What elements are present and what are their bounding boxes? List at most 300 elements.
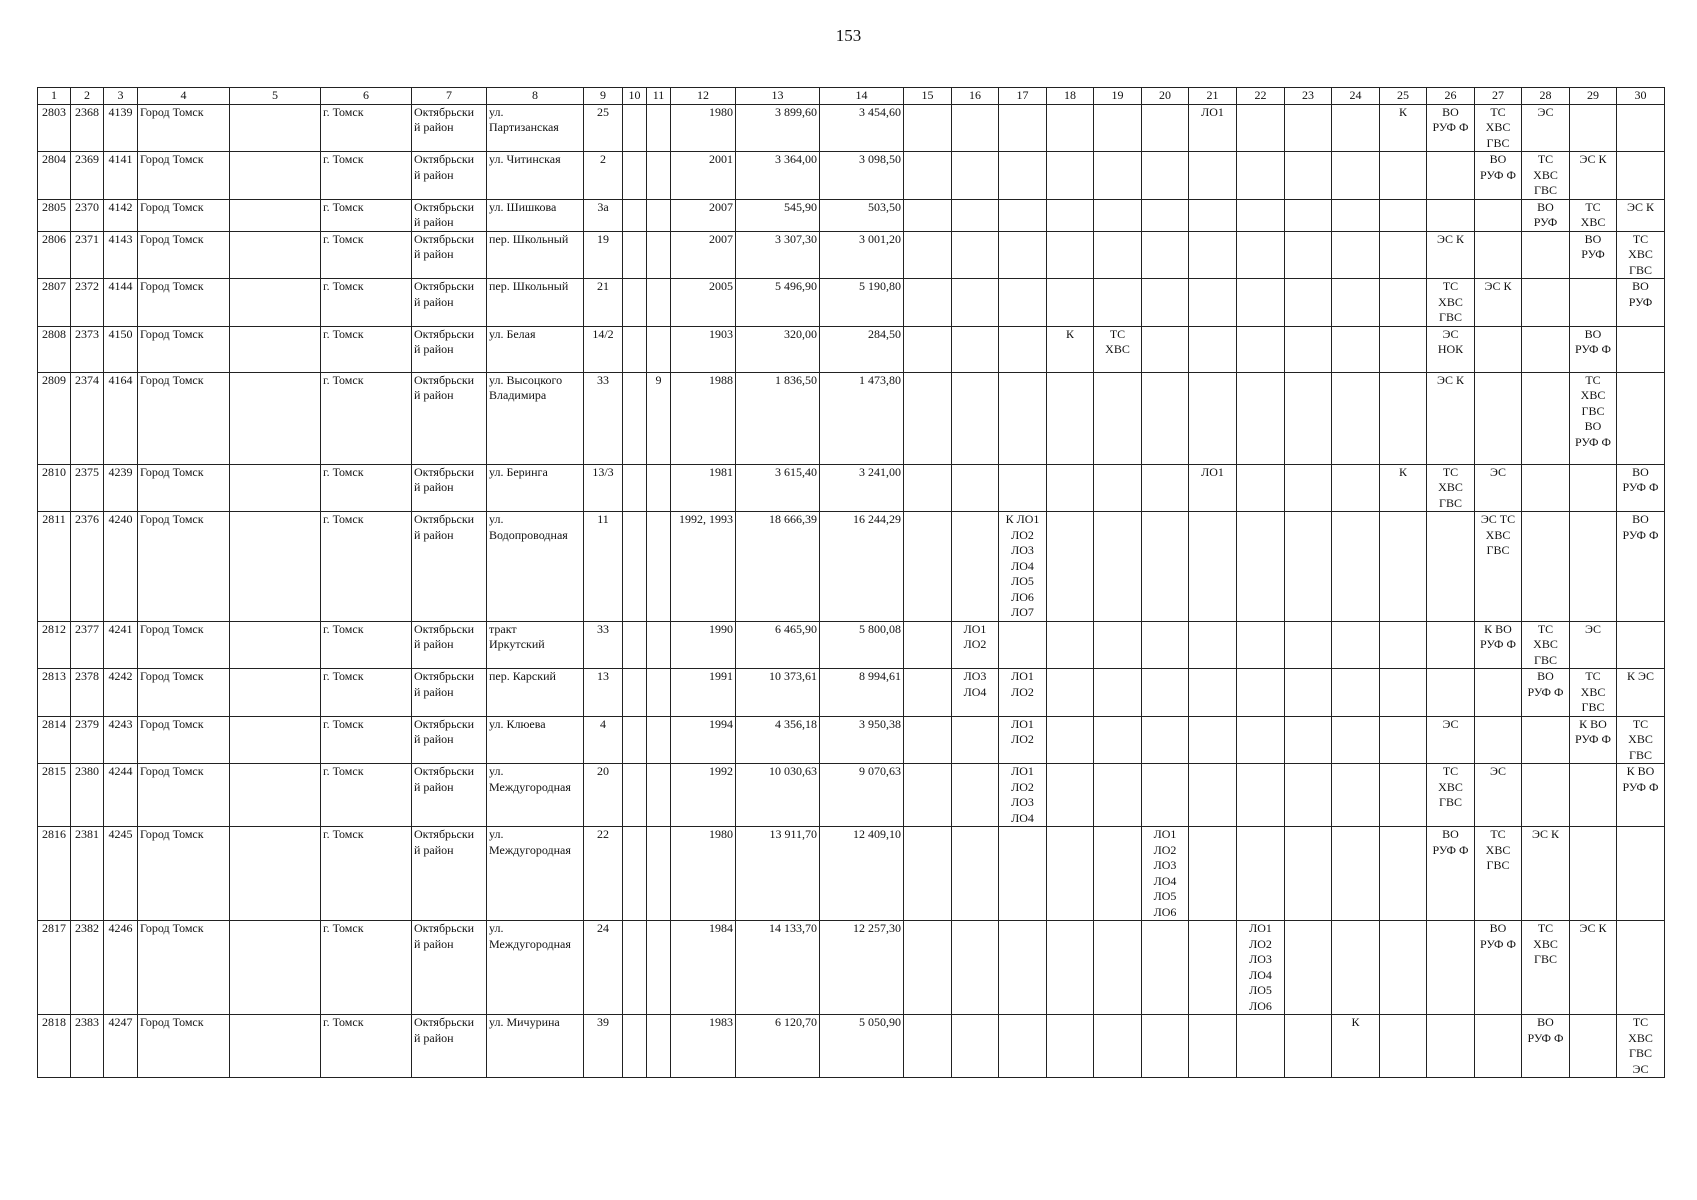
table-cell-col-27: ЭС ТС ХВС ГВС [1475,512,1522,622]
table-cell-col-13: 1 836,50 [736,372,820,464]
table-body [38,104,1665,1078]
table-cell-col-5 [230,326,321,372]
column-number-header: 21 [1189,88,1237,105]
table-cell-col-10 [623,199,647,231]
table-cell-col-28 [1522,279,1570,327]
table-cell-col-3: 4143 [104,231,138,279]
table-cell-col-24 [1332,279,1380,327]
table-cell-col-26 [1427,669,1475,717]
table-cell-col-9: 2 [584,152,623,200]
table-cell-col-30 [1617,152,1665,200]
table-cell-col-15 [904,231,952,279]
table-cell-col-9: 13/3 [584,464,623,512]
table-cell-col-18 [1047,764,1094,827]
table-cell-col-6: г. Томск [321,827,412,921]
table-cell-col-17 [999,921,1047,1015]
table-cell-col-22 [1237,372,1285,464]
table-cell-col-14: 503,50 [820,199,904,231]
table-cell-col-23 [1285,152,1332,200]
table-cell-col-25 [1380,764,1427,827]
table-cell-col-2: 2375 [71,464,104,512]
table-cell-col-25 [1380,372,1427,464]
table-cell-col-20 [1142,199,1189,231]
table-cell-col-17: ЛО1 ЛО2 [999,669,1047,717]
column-number-header: 7 [412,88,487,105]
table-row [38,827,1665,921]
table-cell-col-24 [1332,764,1380,827]
table-cell-col-18 [1047,152,1094,200]
table-cell-col-16 [952,512,999,622]
table-cell-col-17 [999,279,1047,327]
table-cell-col-25 [1380,921,1427,1015]
table-cell-col-12: 1903 [671,326,736,372]
table-cell-col-21 [1189,764,1237,827]
column-number-header: 6 [321,88,412,105]
column-number-header: 8 [487,88,584,105]
table-cell-col-11 [647,921,671,1015]
table-cell-col-25 [1380,1015,1427,1078]
table-cell-col-26 [1427,1015,1475,1078]
table-cell-col-22 [1237,827,1285,921]
table-cell-col-19 [1094,716,1142,764]
table-cell-col-18 [1047,621,1094,669]
table-cell-col-14: 12 257,30 [820,921,904,1015]
table-cell-col-28 [1522,764,1570,827]
table-cell-col-18 [1047,921,1094,1015]
table-cell-col-28 [1522,716,1570,764]
table-cell-col-1: 2803 [38,104,71,152]
table-cell-col-24: К [1332,1015,1380,1078]
table-cell-col-7: Октябрьски й район [412,464,487,512]
table-cell-col-12: 2007 [671,231,736,279]
table-cell-col-30 [1617,827,1665,921]
column-number-row [38,88,1665,105]
table-cell-col-25 [1380,669,1427,717]
table-cell-col-29 [1570,764,1617,827]
table-cell-col-15 [904,764,952,827]
table-cell-col-8: ул. Беринга [487,464,584,512]
table-cell-col-30 [1617,372,1665,464]
column-number-header: 2 [71,88,104,105]
table-cell-col-8: ул. Шишкова [487,199,584,231]
table-cell-col-22 [1237,716,1285,764]
table-cell-col-5 [230,512,321,622]
column-number-header: 22 [1237,88,1285,105]
table-cell-col-16 [952,921,999,1015]
table-cell-col-25: К [1380,464,1427,512]
table-cell-col-28 [1522,372,1570,464]
table-cell-col-1: 2812 [38,621,71,669]
table-cell-col-11 [647,764,671,827]
table-cell-col-29 [1570,1015,1617,1078]
table-cell-col-19 [1094,1015,1142,1078]
table-cell-col-18 [1047,827,1094,921]
table-cell-col-21 [1189,921,1237,1015]
column-number-header: 16 [952,88,999,105]
table-cell-col-12: 1988 [671,372,736,464]
table-cell-col-18 [1047,279,1094,327]
column-number-header: 17 [999,88,1047,105]
table-cell-col-27: К ВО РУФ Ф [1475,621,1522,669]
table-cell-col-11 [647,512,671,622]
table-cell-col-8: ул. Междугородная [487,827,584,921]
table-cell-col-20 [1142,621,1189,669]
table-cell-col-14: 9 070,63 [820,764,904,827]
column-number-header: 15 [904,88,952,105]
table-cell-col-24 [1332,372,1380,464]
table-cell-col-13: 14 133,70 [736,921,820,1015]
table-cell-col-1: 2807 [38,279,71,327]
table-cell-col-24 [1332,104,1380,152]
table-cell-col-28: ТС ХВС ГВС [1522,621,1570,669]
table-cell-col-28 [1522,326,1570,372]
table-cell-col-24 [1332,827,1380,921]
table-cell-col-27 [1475,326,1522,372]
table-cell-col-16 [952,1015,999,1078]
table-cell-col-26 [1427,921,1475,1015]
table-row [38,231,1665,279]
table-cell-col-23 [1285,716,1332,764]
table-cell-col-29 [1570,827,1617,921]
table-cell-col-6: г. Томск [321,669,412,717]
table-cell-col-8: ул. Клюева [487,716,584,764]
table-cell-col-22 [1237,152,1285,200]
table-cell-col-16 [952,464,999,512]
table-cell-col-4: Город Томск [138,152,230,200]
table-cell-col-27 [1475,1015,1522,1078]
table-cell-col-19 [1094,279,1142,327]
table-cell-col-27: ТС ХВС ГВС [1475,104,1522,152]
table-cell-col-11 [647,199,671,231]
table-cell-col-28: ТС ХВС ГВС [1522,152,1570,200]
table-cell-col-24 [1332,199,1380,231]
table-cell-col-13: 6 120,70 [736,1015,820,1078]
table-cell-col-6: г. Томск [321,621,412,669]
table-cell-col-9: 22 [584,827,623,921]
table-cell-col-29 [1570,104,1617,152]
table-cell-col-7: Октябрьски й район [412,279,487,327]
table-cell-col-4: Город Томск [138,669,230,717]
table-cell-col-3: 4247 [104,1015,138,1078]
table-cell-col-17 [999,326,1047,372]
table-cell-col-5 [230,279,321,327]
table-cell-col-23 [1285,827,1332,921]
table-cell-col-23 [1285,104,1332,152]
column-number-header: 26 [1427,88,1475,105]
table-cell-col-13: 10 030,63 [736,764,820,827]
table-cell-col-27: ВО РУФ Ф [1475,921,1522,1015]
table-cell-col-17 [999,827,1047,921]
table-cell-col-8: ул. Партизанская [487,104,584,152]
table-cell-col-15 [904,716,952,764]
table-cell-col-18 [1047,231,1094,279]
table-cell-col-10 [623,512,647,622]
table-cell-col-23 [1285,326,1332,372]
table-cell-col-26: ЭС К [1427,231,1475,279]
table-cell-col-27: ВО РУФ Ф [1475,152,1522,200]
table-cell-col-11 [647,621,671,669]
table-cell-col-12: 1992, 1993 [671,512,736,622]
table-cell-col-22 [1237,764,1285,827]
column-number-header: 14 [820,88,904,105]
table-cell-col-11 [647,279,671,327]
table-cell-col-29: ТС ХВС ГВС [1570,669,1617,717]
table-cell-col-1: 2806 [38,231,71,279]
table-cell-col-19 [1094,764,1142,827]
table-cell-col-3: 4240 [104,512,138,622]
table-row [38,716,1665,764]
table-cell-col-26 [1427,512,1475,622]
table-cell-col-7: Октябрьски й район [412,199,487,231]
table-cell-col-2: 2380 [71,764,104,827]
table-cell-col-4: Город Томск [138,764,230,827]
table-cell-col-16 [952,827,999,921]
table-cell-col-7: Октябрьски й район [412,921,487,1015]
table-cell-col-15 [904,152,952,200]
table-cell-col-6: г. Томск [321,279,412,327]
table-cell-col-28: ВО РУФ [1522,199,1570,231]
table-cell-col-28 [1522,231,1570,279]
table-cell-col-25 [1380,199,1427,231]
table-cell-col-9: 3а [584,199,623,231]
table-cell-col-1: 2813 [38,669,71,717]
table-cell-col-29: ТС ХВС ГВС ВО РУФ Ф [1570,372,1617,464]
table-cell-col-12: 1980 [671,104,736,152]
table-row [38,279,1665,327]
table-cell-col-12: 1980 [671,827,736,921]
table-cell-col-26: ВО РУФ Ф [1427,827,1475,921]
table-cell-col-20 [1142,1015,1189,1078]
table-cell-col-12: 1991 [671,669,736,717]
table-cell-col-2: 2368 [71,104,104,152]
table-cell-col-5 [230,372,321,464]
table-row [38,621,1665,669]
table-cell-col-10 [623,827,647,921]
table-cell-col-6: г. Томск [321,372,412,464]
table-cell-col-21: ЛО1 [1189,104,1237,152]
table-cell-col-4: Город Томск [138,372,230,464]
table-cell-col-22 [1237,1015,1285,1078]
table-cell-col-9: 13 [584,669,623,717]
table-cell-col-23 [1285,464,1332,512]
table-cell-col-14: 12 409,10 [820,827,904,921]
table-cell-col-21 [1189,231,1237,279]
table-cell-col-27 [1475,372,1522,464]
table-cell-col-4: Город Томск [138,716,230,764]
table-cell-col-1: 2817 [38,921,71,1015]
column-number-header: 11 [647,88,671,105]
table-cell-col-19 [1094,827,1142,921]
table-cell-col-7: Октябрьски й район [412,231,487,279]
table-cell-col-17 [999,231,1047,279]
table-cell-col-16 [952,326,999,372]
table-cell-col-23 [1285,199,1332,231]
table-cell-col-19 [1094,372,1142,464]
page-number: 153 [835,26,862,45]
table-cell-col-30: ВО РУФ Ф [1617,464,1665,512]
table-cell-col-3: 4241 [104,621,138,669]
table-cell-col-2: 2369 [71,152,104,200]
table-cell-col-29 [1570,512,1617,622]
table-cell-col-9: 39 [584,1015,623,1078]
table-cell-col-25 [1380,827,1427,921]
table-cell-col-24 [1332,512,1380,622]
table-cell-col-23 [1285,621,1332,669]
table-cell-col-26: ТС ХВС ГВС [1427,464,1475,512]
table-cell-col-26 [1427,199,1475,231]
table-cell-col-29: ТС ХВС [1570,199,1617,231]
table-cell-col-27 [1475,199,1522,231]
table-cell-col-8: ул. Междугородная [487,764,584,827]
table-cell-col-6: г. Томск [321,764,412,827]
table-cell-col-26: ЭС [1427,716,1475,764]
table-cell-col-17: ЛО1 ЛО2 [999,716,1047,764]
table-cell-col-28: ВО РУФ Ф [1522,1015,1570,1078]
table-cell-col-13: 18 666,39 [736,512,820,622]
table-cell-col-2: 2383 [71,1015,104,1078]
table-cell-col-19 [1094,621,1142,669]
table-cell-col-4: Город Томск [138,199,230,231]
column-number-header: 5 [230,88,321,105]
table-cell-col-1: 2811 [38,512,71,622]
table-cell-col-1: 2809 [38,372,71,464]
table-cell-col-24 [1332,464,1380,512]
table-cell-col-15 [904,199,952,231]
table-cell-col-16 [952,104,999,152]
table-cell-col-17 [999,152,1047,200]
table-cell-col-3: 4164 [104,372,138,464]
table-cell-col-4: Город Томск [138,512,230,622]
table-cell-col-20 [1142,279,1189,327]
table-cell-col-15 [904,104,952,152]
table-cell-col-29: ЭС [1570,621,1617,669]
table-cell-col-25: К [1380,104,1427,152]
table-cell-col-11 [647,231,671,279]
table-row [38,326,1665,372]
table-cell-col-25 [1380,326,1427,372]
table-cell-col-21 [1189,827,1237,921]
table-cell-col-19 [1094,669,1142,717]
table-cell-col-24 [1332,152,1380,200]
table-cell-col-15 [904,827,952,921]
table-cell-col-26: ТС ХВС ГВС [1427,279,1475,327]
table-cell-col-8: ул. Мичурина [487,1015,584,1078]
table-cell-col-14: 5 050,90 [820,1015,904,1078]
table-cell-col-23 [1285,512,1332,622]
table-cell-col-13: 13 911,70 [736,827,820,921]
table-cell-col-16 [952,231,999,279]
table-cell-col-7: Октябрьски й район [412,764,487,827]
table-cell-col-3: 4150 [104,326,138,372]
table-cell-col-28: ЭС К [1522,827,1570,921]
table-cell-col-21 [1189,326,1237,372]
table-cell-col-6: г. Томск [321,152,412,200]
table-cell-col-17 [999,464,1047,512]
table-cell-col-10 [623,152,647,200]
table-cell-col-25 [1380,231,1427,279]
table-cell-col-30: ВО РУФ Ф [1617,512,1665,622]
table-cell-col-20 [1142,669,1189,717]
table-cell-col-24 [1332,716,1380,764]
table-cell-col-21 [1189,716,1237,764]
table-cell-col-20 [1142,921,1189,1015]
table-cell-col-8: ул. Белая [487,326,584,372]
table-cell-col-11 [647,669,671,717]
table-cell-col-14: 3 098,50 [820,152,904,200]
table-cell-col-19 [1094,512,1142,622]
table-cell-col-8: ул. Высоцкого Владимира [487,372,584,464]
table-cell-col-13: 320,00 [736,326,820,372]
table-cell-col-3: 4246 [104,921,138,1015]
table-cell-col-9: 14/2 [584,326,623,372]
table-cell-col-12: 1992 [671,764,736,827]
table-cell-col-26: ВО РУФ Ф [1427,104,1475,152]
column-number-header: 18 [1047,88,1094,105]
column-number-header: 20 [1142,88,1189,105]
table-cell-col-21 [1189,372,1237,464]
table-cell-col-26: ЭС К [1427,372,1475,464]
table-cell-col-17 [999,199,1047,231]
table-cell-col-5 [230,1015,321,1078]
table-cell-col-19 [1094,152,1142,200]
table-cell-col-23 [1285,921,1332,1015]
table-cell-col-18 [1047,464,1094,512]
table-cell-col-18 [1047,104,1094,152]
table-cell-col-28: ТС ХВС ГВС [1522,921,1570,1015]
table-cell-col-19 [1094,199,1142,231]
column-number-header: 24 [1332,88,1380,105]
table-cell-col-30: ТС ХВС ГВС [1617,716,1665,764]
table-cell-col-4: Город Томск [138,326,230,372]
table-cell-col-20 [1142,512,1189,622]
table-cell-col-1: 2805 [38,199,71,231]
table-cell-col-15 [904,372,952,464]
table-cell-col-10 [623,372,647,464]
table-cell-col-20 [1142,764,1189,827]
table-cell-col-17 [999,104,1047,152]
table-row [38,152,1665,200]
table-cell-col-30 [1617,921,1665,1015]
table-cell-col-9: 24 [584,921,623,1015]
column-number-header: 9 [584,88,623,105]
table-cell-col-16 [952,279,999,327]
table-cell-col-27 [1475,669,1522,717]
table-cell-col-15 [904,621,952,669]
table-cell-col-24 [1332,621,1380,669]
table-cell-col-30: ТС ХВС ГВС ЭС [1617,1015,1665,1078]
table-cell-col-11 [647,827,671,921]
table-cell-col-7: Октябрьски й район [412,512,487,622]
table-cell-col-13: 3 899,60 [736,104,820,152]
table-row [38,464,1665,512]
table-cell-col-12: 2005 [671,279,736,327]
table-cell-col-4: Город Томск [138,464,230,512]
table-cell-col-21 [1189,669,1237,717]
table-cell-col-16 [952,764,999,827]
table-cell-col-7: Октябрьски й район [412,104,487,152]
table-cell-col-30: К ЭС [1617,669,1665,717]
table-cell-col-4: Город Томск [138,621,230,669]
table-cell-col-26: ТС ХВС ГВС [1427,764,1475,827]
table-cell-col-13: 10 373,61 [736,669,820,717]
table-cell-col-12: 2007 [671,199,736,231]
table-cell-col-9: 4 [584,716,623,764]
table-cell-col-2: 2381 [71,827,104,921]
table-cell-col-29 [1570,279,1617,327]
table-cell-col-2: 2374 [71,372,104,464]
table-cell-col-2: 2376 [71,512,104,622]
table-cell-col-2: 2378 [71,669,104,717]
